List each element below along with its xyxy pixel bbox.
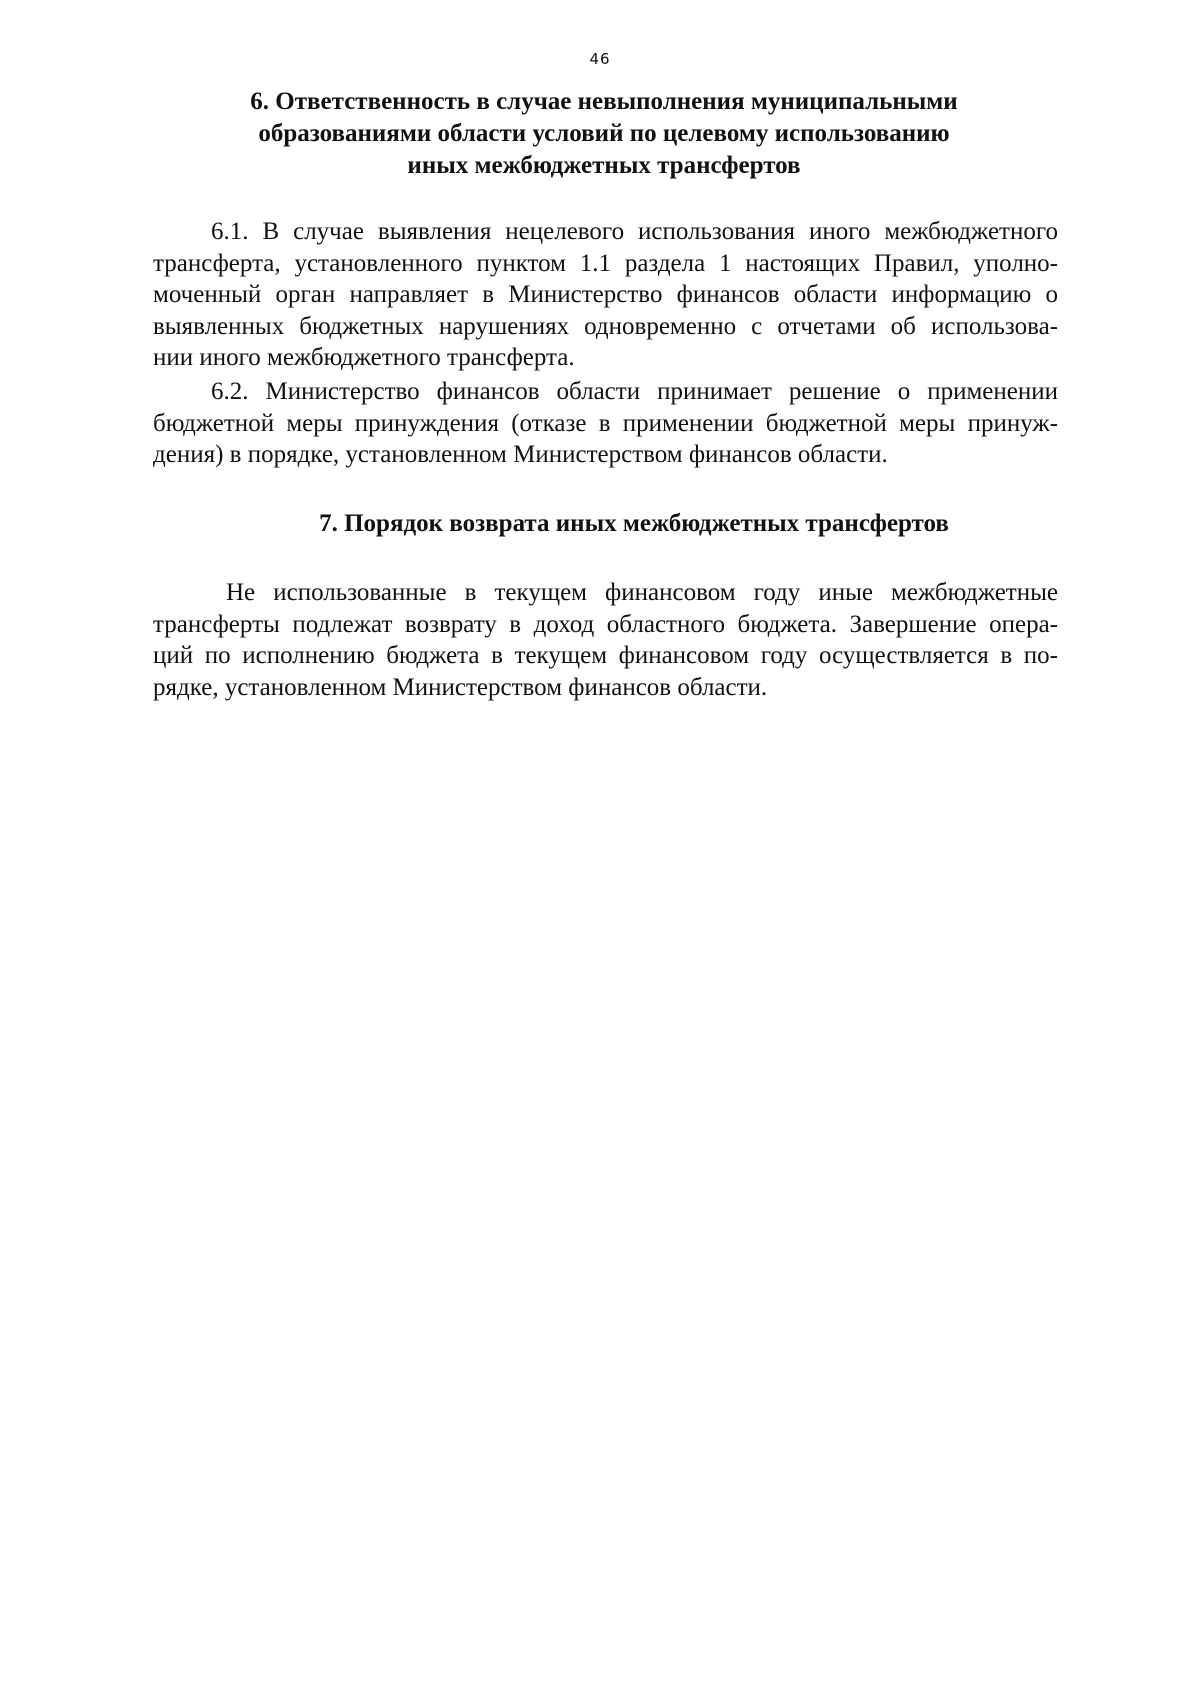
paragraph-line: выявленных бюджетных нарушениях одновременно с отчетами об использова- (153, 312, 1058, 340)
paragraph-line: трансферта, установленного пунктом 1.1 раздела 1 настоящих Правил, уполно- (153, 249, 1058, 277)
paragraph-line: ций по исполнению бюджета в текущем финансовом году осуществляется в по- (153, 642, 1058, 669)
paragraph-line: дения) в порядке, установленном Министерством финансов области. (153, 441, 888, 468)
section-6-heading-line: 6. Ответственность в случае невыполнения муниципальными (250, 88, 958, 115)
paragraph-line: трансферты подлежат возврату в доход областного бюджета. Завершение опера- (153, 610, 1058, 638)
paragraph-line: моченный орган направляет в Министерство финансов области информацию о (153, 281, 1058, 308)
paragraph-6-1 (153, 216, 1058, 374)
paragraph-line: Не использованные в текущем финансовом году иные межбюджетные (226, 579, 1058, 606)
section-6-heading-line: иных межбюджетных трансфертов (407, 152, 801, 179)
paragraph-line: бюджетной меры принуждения (отказе в применении бюджетной меры принуж- (153, 409, 1058, 437)
paragraph-6-2 (153, 376, 1058, 471)
paragraph-line: 6.1. В случае выявления нецелевого использования иного межбюджетного (211, 218, 1058, 245)
section-6-heading-line: образованиями области условий по целевому использованию (258, 120, 950, 147)
paragraph-line: нии иного межбюджетного трансферта. (153, 344, 575, 371)
paragraph-line: 6.2. Министерство финансов области принимает решение о применении (211, 378, 1058, 405)
paragraph-line: рядке, установленном Министерством финансов области. (153, 673, 768, 701)
section-6-heading (150, 86, 1058, 182)
section-7-heading: 7. Порядок возврата иных межбюджетных трансфертов (319, 510, 949, 537)
paragraph-7 (153, 577, 1058, 703)
page-number: 46 (589, 50, 611, 68)
